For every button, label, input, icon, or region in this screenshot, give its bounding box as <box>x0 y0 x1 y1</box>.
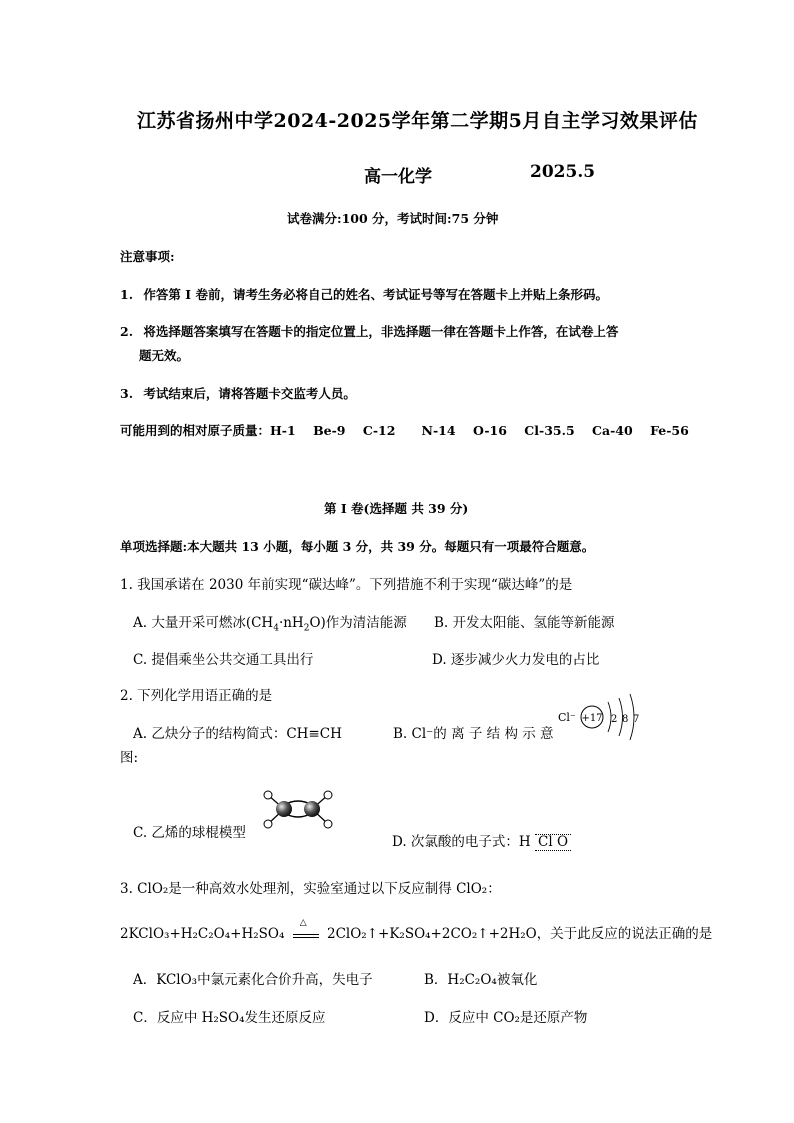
q2-option-b-wrap: 图: <box>120 750 139 766</box>
exam-title: 江苏省扬州中学2024-2025学年第二学期5月自主学习效果评估 <box>137 110 698 132</box>
q1-a-text2: ·nH <box>278 615 304 631</box>
equation-condition <box>293 917 319 938</box>
q3-option-c: C．反应中 H₂SO₄发生还原反应 <box>133 1010 326 1026</box>
q2-option-a: A. 乙炔分子的结构简式：CH≡CH <box>133 726 342 742</box>
ethylene-ball-stick-model <box>258 786 338 836</box>
q1-a-text3: O)作为清洁能源 <box>309 615 407 631</box>
note-text: 作答第 I 卷前，请考生务必将自己的姓名、考试证号等写在答题卡上并贴上条形码。 <box>143 287 608 302</box>
note-text: 将选择题答案填写在答题卡的指定位置上，非选择题一律在答题卡上作答，在试卷上答 <box>143 324 619 339</box>
q1-a-text: A. 大量开采可燃冰(CH <box>133 615 274 631</box>
note-item-2-cont: 题无效。 <box>139 348 190 363</box>
q1-a-sub: 4 <box>273 623 279 634</box>
q3-stem: 3. ClO₂是一种高效水处理剂，实验室通过以下反应制得 ClO₂： <box>120 881 501 897</box>
q3-option-b: B．H₂C₂O₄被氧化 <box>424 972 538 988</box>
shell-electrons-1: 2 <box>611 714 618 725</box>
q1-option-c: C. 提倡乘坐公共交通工具出行 <box>133 652 314 668</box>
q1-option-b: B. 开发太阳能、氢能等新能源 <box>434 615 615 631</box>
q2-stem: 2. 下列化学用语正确的是 <box>120 688 273 704</box>
chloride-ion-diagram <box>558 692 648 744</box>
q1-a-sub2: 2 <box>303 623 310 634</box>
q2-d-text: D. 次氯酸的电子式：H <box>392 834 531 850</box>
note-text: 考试结束后，请将答题卡交监考人员。 <box>143 386 356 401</box>
q1-option-a <box>133 611 407 634</box>
equation-reactants: 2KClO₃+H₂C₂O₄+H₂SO₄ <box>120 926 285 942</box>
note-num: 2. <box>120 324 134 339</box>
shell-electrons-3: 7 <box>633 714 640 725</box>
equation-products: 2ClO₂↑+K₂SO₄+2CO₂↑+2H₂O，关于此反应的说法正确的是 <box>326 926 713 942</box>
atomic-mass-line: 可能用到的相对原子质量：H-1 Be-9 C-12 N-14 O-16 Cl-35.5 Ca-40 Fe-56 <box>120 423 689 438</box>
note-item-1 <box>120 285 608 303</box>
section-title: 第 I 卷(选择题 共 39 分) <box>324 501 469 516</box>
q3-option-a: A．KClO₃中氯元素化合价升高，失电子 <box>133 972 373 988</box>
exam-date: 2025.5 <box>530 162 596 182</box>
q3-equation <box>120 917 713 942</box>
note-item-2 <box>120 322 618 340</box>
q1-option-d: D. 逐步减少火力发电的占比 <box>432 652 600 668</box>
electron-formula-atoms: Cl O <box>535 834 571 851</box>
ion-symbol: Cl⁻ <box>558 711 576 724</box>
note-num: 1. <box>120 287 134 302</box>
shell-electrons-2: 8 <box>622 714 629 725</box>
notes-heading: 注意事项: <box>120 249 175 264</box>
q2-option-d <box>392 830 571 851</box>
q2-option-c: C. 乙烯的球棍模型 <box>133 825 246 841</box>
heat-symbol: △ <box>299 917 307 928</box>
q2-option-b: B. Cl⁻的 离 子 结 构 示 意 <box>393 726 554 742</box>
exam-info: 试卷满分:100 分，考试时间:75 分钟 <box>287 211 499 226</box>
note-item-3 <box>120 384 356 402</box>
nucleus-charge: +17 <box>581 713 603 724</box>
note-num: 3. <box>120 386 134 401</box>
section-instruction: 单项选择题:本大题共 13 小题，每小题 3 分，共 39 分。每题只有一项最符合题意。 <box>120 539 595 554</box>
q1-stem: 1. 我国承诺在 2030 年前实现“碳达峰”。下列措施不利于实现“碳达峰”的是 <box>120 577 573 593</box>
subject-label: 高一化学 <box>364 167 432 187</box>
q3-option-d: D．反应中 CO₂是还原产物 <box>424 1010 588 1026</box>
